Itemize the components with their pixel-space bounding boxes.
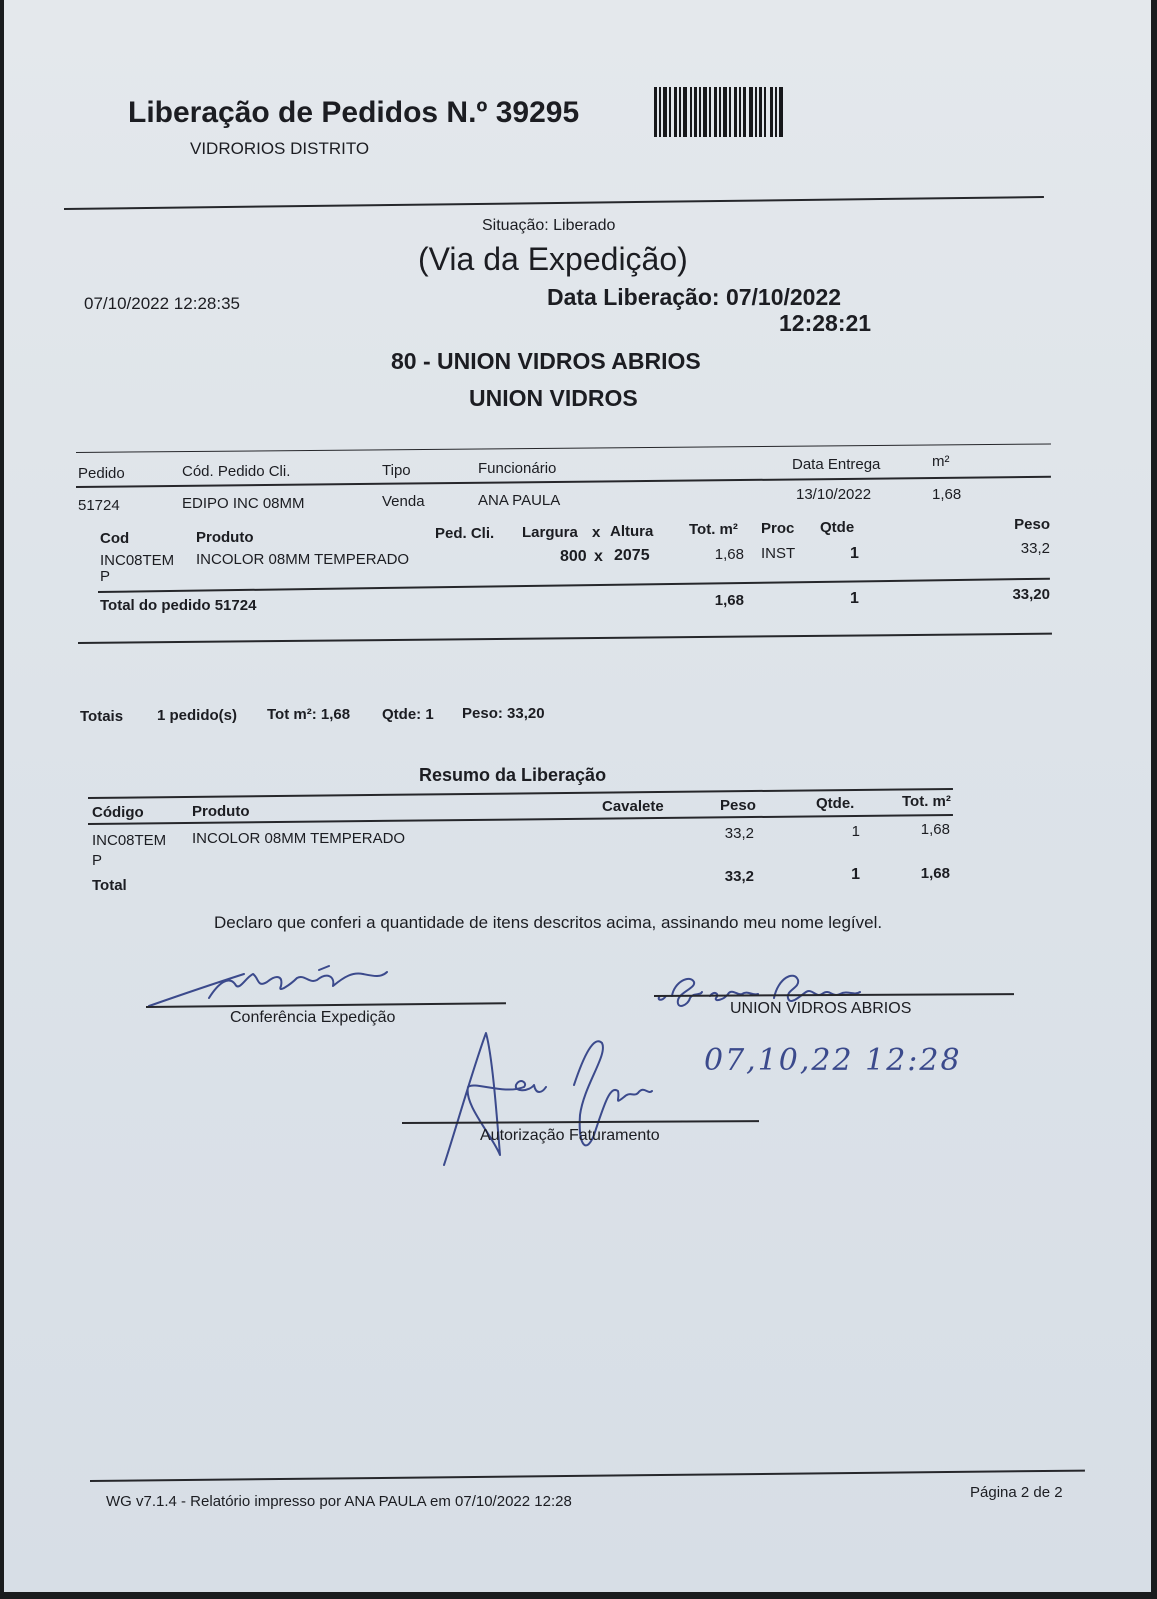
order-cod-pedido-cli: EDIPO INC 08MM bbox=[182, 495, 305, 512]
page-number: Página 2 de 2 bbox=[970, 1484, 1063, 1501]
declaration-text: Declaro que conferi a quantidade de itens descritos acima, assinando meu nome legível. bbox=[214, 913, 883, 932]
item-header-produto: Produto bbox=[196, 529, 254, 546]
order-bottom-rule bbox=[78, 633, 1052, 644]
item-altura: 2075 bbox=[614, 547, 650, 564]
totals-peso: Peso: 33,20 bbox=[462, 705, 545, 722]
header-rule bbox=[64, 196, 1044, 210]
summary-qtde: 1 bbox=[851, 823, 860, 840]
conferencia-label: Conferência Expedição bbox=[230, 1009, 396, 1026]
order-total-m2: 1,68 bbox=[714, 592, 744, 609]
order-pedido: 51724 bbox=[78, 497, 120, 514]
totals-label: Totais bbox=[80, 708, 124, 725]
item-x: x bbox=[594, 548, 603, 565]
summary-total-tot-m2: 1,68 bbox=[920, 865, 950, 882]
order-total-rule bbox=[98, 578, 1050, 593]
totals-qtde: Qtde: 1 bbox=[382, 706, 434, 723]
summary-peso: 33,2 bbox=[724, 825, 754, 842]
summary-header-peso: Peso bbox=[720, 797, 756, 814]
col-header-data-entrega: Data Entrega bbox=[792, 456, 881, 473]
order-table-top-rule bbox=[76, 443, 1051, 453]
item-header-x: x bbox=[592, 524, 601, 541]
footer-print-info: WG v7.1.4 - Relatório impresso por ANA PAULA em 07/10/2022 12:28 bbox=[106, 1493, 572, 1510]
col-header-funcionario: Funcionário bbox=[478, 460, 557, 477]
summary-header-codigo: Código bbox=[92, 804, 144, 821]
item-header-altura: Altura bbox=[610, 523, 654, 540]
item-largura: 800 bbox=[560, 548, 587, 565]
order-total-qtde: 1 bbox=[850, 590, 859, 607]
order-funcionario: ANA PAULA bbox=[478, 492, 561, 509]
release-date: Data Liberação: 07/10/2022 bbox=[547, 284, 842, 310]
item-proc: INST bbox=[761, 545, 796, 562]
printed-timestamp: 07/10/2022 12:28:35 bbox=[84, 294, 240, 313]
handwritten-date: 07,10,22 12:28 bbox=[704, 1043, 962, 1078]
order-total-label: Total do pedido 51724 bbox=[100, 597, 257, 614]
summary-tot-m2: 1,68 bbox=[920, 821, 950, 838]
barcode bbox=[654, 87, 783, 137]
col-header-m2: m² bbox=[932, 453, 950, 470]
summary-header-cavalete: Cavalete bbox=[602, 798, 664, 815]
item-header-peso: Peso bbox=[1014, 516, 1050, 533]
col-header-pedido: Pedido bbox=[78, 465, 125, 482]
col-header-cod-pedido-cli: Cód. Pedido Cli. bbox=[182, 463, 291, 480]
summary-title: Resumo da Liberação bbox=[419, 765, 607, 785]
order-m2: 1,68 bbox=[932, 486, 962, 503]
summary-total-peso: 33,2 bbox=[724, 868, 754, 885]
item-produto: INCOLOR 08MM TEMPERADO bbox=[196, 551, 410, 568]
order-tipo: Venda bbox=[382, 493, 425, 510]
signature-autorizacao bbox=[434, 1025, 674, 1180]
item-header-qtde: Qtde bbox=[820, 519, 855, 536]
status-label: Situação: Liberado bbox=[482, 217, 616, 234]
client-label: UNION VIDROS ABRIOS bbox=[730, 1000, 912, 1017]
client-name: 80 - UNION VIDROS ABRIOS bbox=[391, 348, 701, 374]
document-title: Liberação de Pedidos N.º 39295 bbox=[128, 96, 580, 129]
item-qtde: 1 bbox=[850, 545, 859, 562]
item-header-largura: Largura bbox=[522, 524, 578, 541]
item-header-tot-m2: Tot. m² bbox=[689, 521, 738, 538]
copy-label: (Via da Expedição) bbox=[418, 241, 688, 277]
summary-codigo: INC08TEM bbox=[92, 832, 167, 849]
footer-rule bbox=[90, 1470, 1085, 1482]
summary-header-tot-m2: Tot. m² bbox=[902, 793, 951, 810]
release-time: 12:28:21 bbox=[779, 310, 872, 336]
col-header-tipo: Tipo bbox=[382, 462, 411, 479]
order-data-entrega: 13/10/2022 bbox=[796, 486, 872, 503]
document-page bbox=[4, 0, 1151, 1592]
summary-codigo-continued: P bbox=[92, 852, 103, 869]
summary-total-label: Total bbox=[92, 877, 127, 894]
item-tot-m2: 1,68 bbox=[714, 546, 744, 563]
item-cod-continued: P bbox=[100, 568, 111, 585]
client-short-name: UNION VIDROS bbox=[469, 385, 638, 411]
item-header-ped-cli: Ped. Cli. bbox=[435, 525, 495, 542]
summary-produto: INCOLOR 08MM TEMPERADO bbox=[192, 830, 406, 847]
summary-header-produto: Produto bbox=[192, 803, 250, 820]
summary-header-qtde: Qtde. bbox=[816, 795, 855, 812]
item-header-cod: Cod bbox=[100, 530, 130, 547]
company-name: VIDRORIOS DISTRITO bbox=[190, 139, 370, 158]
order-total-peso: 33,20 bbox=[1012, 586, 1050, 603]
item-cod: INC08TEM bbox=[100, 552, 175, 569]
totals-pedidos: 1 pedido(s) bbox=[157, 707, 238, 724]
item-header-proc: Proc bbox=[761, 520, 795, 537]
autorizacao-label: Autorização Faturamento bbox=[480, 1127, 660, 1144]
totals-m2: Tot m²: 1,68 bbox=[267, 706, 351, 723]
item-peso: 33,2 bbox=[1020, 540, 1050, 557]
summary-total-qtde: 1 bbox=[851, 866, 860, 883]
